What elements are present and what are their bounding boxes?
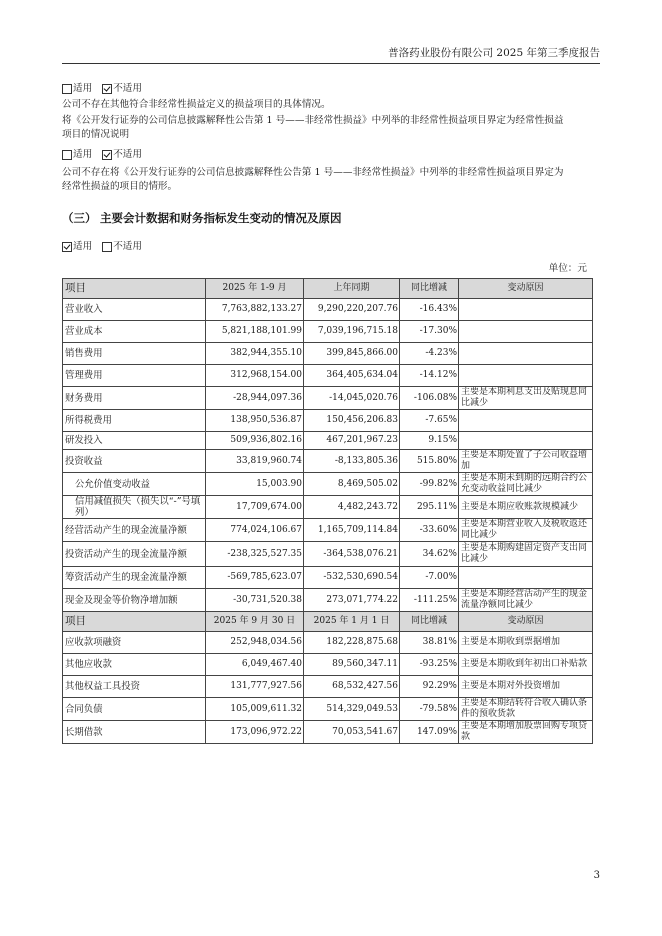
change-reason: 主要是本期结转符合收入确认条件的预收货款 bbox=[459, 698, 593, 721]
amount-value: 33,819,960.74 bbox=[206, 450, 304, 473]
row-label: 现金及现金等价物净增加额 bbox=[63, 589, 206, 612]
checkbox-applicable[interactable] bbox=[62, 242, 72, 252]
table-row bbox=[63, 589, 593, 612]
amount-value: 173,096,972.22 bbox=[206, 721, 304, 744]
change-reason bbox=[459, 410, 593, 432]
checkbox-applicable-label: 适用 bbox=[73, 241, 93, 252]
table-row bbox=[63, 450, 593, 473]
yoy-change: -106.08% bbox=[400, 387, 459, 410]
amount-value: 15,003.90 bbox=[206, 473, 304, 496]
amount-value: 7,039,196,715.18 bbox=[304, 321, 400, 343]
amount-value: 364,405,634.04 bbox=[304, 365, 400, 387]
table-header-cell: 2025 年 9 月 30 日 bbox=[206, 612, 304, 632]
yoy-change: -111.25% bbox=[400, 589, 459, 612]
checkbox-applicable[interactable] bbox=[62, 84, 72, 94]
section-title bbox=[62, 210, 342, 226]
amount-value: 5,821,188,101.99 bbox=[206, 321, 304, 343]
amount-value: 273,071,774.22 bbox=[304, 589, 400, 612]
amount-value: 399,845,866.00 bbox=[304, 343, 400, 365]
amount-value: 252,948,034.56 bbox=[206, 632, 304, 654]
amount-value: 509,936,802.16 bbox=[206, 432, 304, 450]
amount-value: 774,024,106.67 bbox=[206, 519, 304, 542]
change-reason: 主要是本期营业收入及税收返还同比减少 bbox=[459, 519, 593, 542]
amount-value: -532,530,690.54 bbox=[304, 567, 400, 589]
yoy-change: 295.11% bbox=[400, 496, 459, 519]
change-reason: 主要是本期收到年初出口补贴款 bbox=[459, 654, 593, 676]
change-reason: 主要是本期利息支出及贴现息同比减少 bbox=[459, 387, 593, 410]
section-number: （三） bbox=[62, 211, 97, 225]
table-row bbox=[63, 473, 593, 496]
table-header-cell: 同比增减 bbox=[400, 612, 459, 632]
table-row bbox=[63, 654, 593, 676]
para2-line1: 将《公开发行证券的公司信息披露解释性公告第 1 号——非经常性损益》中列举的非经常性损益项目界定为经常性损益 bbox=[62, 115, 564, 126]
row-label: 投资活动产生的现金流量净额 bbox=[63, 542, 206, 567]
row-label: 所得税费用 bbox=[63, 410, 206, 432]
yoy-change: -93.25% bbox=[400, 654, 459, 676]
yoy-change: 9.15% bbox=[400, 432, 459, 450]
table-row bbox=[63, 432, 593, 450]
checkbox-not-applicable-label: 不适用 bbox=[113, 149, 142, 160]
yoy-change: -33.60% bbox=[400, 519, 459, 542]
table-header-cell: 同比增减 bbox=[400, 279, 459, 299]
checkbox-not-applicable[interactable] bbox=[102, 150, 112, 160]
table-row bbox=[63, 721, 593, 744]
page-number: 3 bbox=[593, 870, 600, 881]
para2-text2: 经常性损益的项目的情形。 bbox=[62, 181, 178, 192]
header-divider bbox=[62, 63, 600, 64]
amount-value: 9,290,220,207.76 bbox=[304, 299, 400, 321]
amount-value: 7,763,882,133.27 bbox=[206, 299, 304, 321]
table-header-cell: 上年同期 bbox=[304, 279, 400, 299]
table-header-cell: 2025 年 1-9 月 bbox=[206, 279, 304, 299]
yoy-change: -7.65% bbox=[400, 410, 459, 432]
para1-text: 公司不存在其他符合非经常性损益定义的损益项目的具体情况。 bbox=[62, 99, 331, 110]
change-reason: 主要是本期收到票据增加 bbox=[459, 632, 593, 654]
change-reason bbox=[459, 567, 593, 589]
row-label: 应收款项融资 bbox=[63, 632, 206, 654]
amount-value: 514,329,049.53 bbox=[304, 698, 400, 721]
row-label: 管理费用 bbox=[63, 365, 206, 387]
amount-value: 312,968,154.00 bbox=[206, 365, 304, 387]
table-row bbox=[63, 676, 593, 698]
para2-text1: 公司不存在将《公开发行证券的公司信息披露解释性公告第 1 号——非经常性损益》中列举的非经常性损益项目界定为 bbox=[62, 167, 564, 178]
row-label: 营业成本 bbox=[63, 321, 206, 343]
table-row bbox=[63, 567, 593, 589]
amount-value: 4,482,243.72 bbox=[304, 496, 400, 519]
table-row bbox=[63, 321, 593, 343]
table-row bbox=[63, 496, 593, 519]
change-reason bbox=[459, 432, 593, 450]
amount-value: -14,045,020.76 bbox=[304, 387, 400, 410]
checkbox-row-3 bbox=[62, 240, 152, 253]
amount-value: 8,469,505.02 bbox=[304, 473, 400, 496]
amount-value: -8,133,805.36 bbox=[304, 450, 400, 473]
table-header-cell: 项目 bbox=[63, 612, 206, 632]
amount-value: 150,456,206.83 bbox=[304, 410, 400, 432]
checkbox-not-applicable[interactable] bbox=[102, 242, 112, 252]
row-label: 投资收益 bbox=[63, 450, 206, 473]
table-header-cell: 变动原因 bbox=[459, 279, 593, 299]
change-reason bbox=[459, 321, 593, 343]
change-reason: 主要是本期处置了子公司收益增加 bbox=[459, 450, 593, 473]
row-label: 长期借款 bbox=[63, 721, 206, 744]
amount-value: -30,731,520.38 bbox=[206, 589, 304, 612]
amount-value: 382,944,355.10 bbox=[206, 343, 304, 365]
amount-value: -569,785,623.07 bbox=[206, 567, 304, 589]
table-row bbox=[63, 365, 593, 387]
unit-label: 单位：元 bbox=[548, 263, 587, 274]
yoy-change: 92.29% bbox=[400, 676, 459, 698]
table-row bbox=[63, 698, 593, 721]
amount-value: 89,560,347.11 bbox=[304, 654, 400, 676]
yoy-change: -17.30% bbox=[400, 321, 459, 343]
amount-value: 68,532,427.56 bbox=[304, 676, 400, 698]
change-reason bbox=[459, 299, 593, 321]
table-row bbox=[63, 519, 593, 542]
table-row bbox=[63, 632, 593, 654]
yoy-change: 147.09% bbox=[400, 721, 459, 744]
table-row bbox=[63, 410, 593, 432]
amount-value: 17,709,674.00 bbox=[206, 496, 304, 519]
table-row bbox=[63, 542, 593, 567]
row-label: 信用减值损失（损失以“-”号填列） bbox=[63, 496, 206, 519]
yoy-change: -14.12% bbox=[400, 365, 459, 387]
yoy-change: -4.23% bbox=[400, 343, 459, 365]
row-label: 公允价值变动收益 bbox=[63, 473, 206, 496]
row-label: 合同负债 bbox=[63, 698, 206, 721]
row-label: 筹资活动产生的现金流量净额 bbox=[63, 567, 206, 589]
amount-value: -238,325,527.35 bbox=[206, 542, 304, 567]
yoy-change: 515.80% bbox=[400, 450, 459, 473]
change-reason: 主要是本期购建固定资产支出同比减少 bbox=[459, 542, 593, 567]
table-header-cell: 变动原因 bbox=[459, 612, 593, 632]
yoy-change: 34.62% bbox=[400, 542, 459, 567]
change-reason bbox=[459, 365, 593, 387]
yoy-change: -7.00% bbox=[400, 567, 459, 589]
header-company-report: 普洛药业股份有限公司 2025 年第三季度报告 bbox=[388, 47, 600, 59]
amount-value: 138,950,536.87 bbox=[206, 410, 304, 432]
yoy-change: -79.58% bbox=[400, 698, 459, 721]
table-row bbox=[63, 343, 593, 365]
table-row bbox=[63, 387, 593, 410]
amount-value: 182,228,875.68 bbox=[304, 632, 400, 654]
amount-value: 105,009,611.32 bbox=[206, 698, 304, 721]
financial-changes-table bbox=[62, 278, 593, 744]
row-label: 其他应收款 bbox=[63, 654, 206, 676]
row-label: 研发投入 bbox=[63, 432, 206, 450]
row-label: 其他权益工具投资 bbox=[63, 676, 206, 698]
row-label: 财务费用 bbox=[63, 387, 206, 410]
table-header-cell: 项目 bbox=[63, 279, 206, 299]
checkbox-applicable[interactable] bbox=[62, 150, 72, 160]
row-label: 营业收入 bbox=[63, 299, 206, 321]
row-label: 销售费用 bbox=[63, 343, 206, 365]
change-reason: 主要是本期增加股票回购专项贷款 bbox=[459, 721, 593, 744]
row-label: 经营活动产生的现金流量净额 bbox=[63, 519, 206, 542]
checkbox-not-applicable[interactable] bbox=[102, 84, 112, 94]
section-title-text: 主要会计数据和财务指标发生变动的情况及原因 bbox=[100, 211, 342, 225]
table-header-row bbox=[63, 612, 593, 632]
checkbox-not-applicable-label: 不适用 bbox=[113, 241, 142, 252]
amount-value: -28,944,097.36 bbox=[206, 387, 304, 410]
change-reason: 主要是本期对外投资增加 bbox=[459, 676, 593, 698]
amount-value: 467,201,967.23 bbox=[304, 432, 400, 450]
amount-value: 1,165,709,114.84 bbox=[304, 519, 400, 542]
yoy-change: -99.82% bbox=[400, 473, 459, 496]
checkbox-row-1 bbox=[62, 82, 152, 95]
table-header-row bbox=[63, 279, 593, 299]
checkbox-row-2 bbox=[62, 148, 152, 161]
para2-line2: 项目的情况说明 bbox=[62, 129, 130, 140]
amount-value: 70,053,541.67 bbox=[304, 721, 400, 744]
checkbox-not-applicable-label: 不适用 bbox=[113, 83, 142, 94]
amount-value: -364,538,076.21 bbox=[304, 542, 400, 567]
change-reason: 主要是本期未到期的远期合约公允变动收益同比减少 bbox=[459, 473, 593, 496]
change-reason: 主要是本期经营活动产生的现金流量净额同比减少 bbox=[459, 589, 593, 612]
table-row bbox=[63, 299, 593, 321]
yoy-change: 38.81% bbox=[400, 632, 459, 654]
change-reason: 主要是本期应收账款规模减少 bbox=[459, 496, 593, 519]
checkbox-applicable-label: 适用 bbox=[73, 149, 93, 160]
table-header-cell: 2025 年 1 月 1 日 bbox=[304, 612, 400, 632]
amount-value: 6,049,467.40 bbox=[206, 654, 304, 676]
checkbox-applicable-label: 适用 bbox=[73, 83, 93, 94]
change-reason bbox=[459, 343, 593, 365]
yoy-change: -16.43% bbox=[400, 299, 459, 321]
amount-value: 131,777,927.56 bbox=[206, 676, 304, 698]
